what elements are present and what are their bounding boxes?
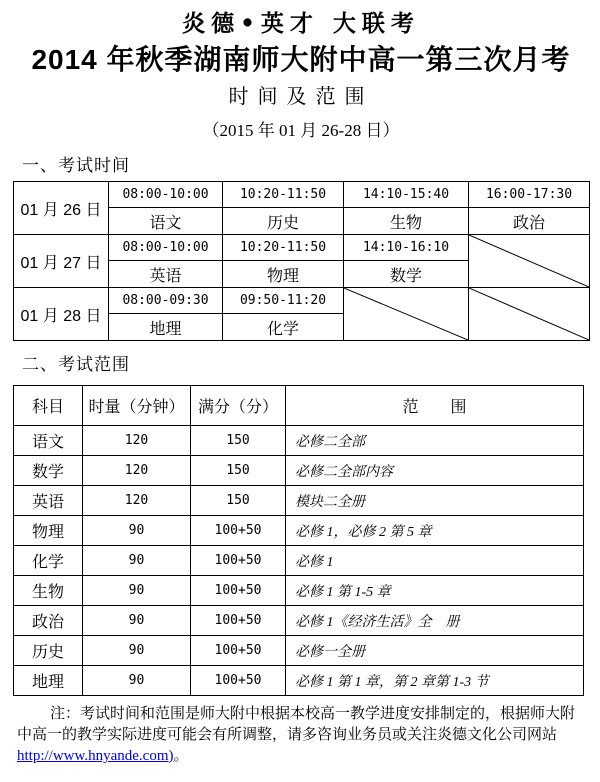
subject-cell: 政治 xyxy=(14,606,83,636)
column-header-subject: 科目 xyxy=(14,386,83,426)
table-row xyxy=(14,182,590,208)
full-score-cell: 100+50 xyxy=(191,636,286,666)
subject-cell: 化学 xyxy=(223,314,344,341)
note-period: 。 xyxy=(173,748,189,764)
duration-cell: 90 xyxy=(83,576,191,606)
duration-cell: 90 xyxy=(83,606,191,636)
date-cell: 01 月 27 日 xyxy=(14,235,109,288)
footnote-link-line xyxy=(17,745,589,767)
duration-cell: 120 xyxy=(83,426,191,456)
time-cell: 09:50-11:20 xyxy=(223,288,344,314)
table-row xyxy=(14,426,584,456)
time-cell: 08:00-10:00 xyxy=(109,235,223,261)
subject-cell: 历史 xyxy=(14,636,83,666)
footnote-text: 注：考试时间和范围是师大附中根据本校高一教学进度安排制定的，根据师大附中高一的教学实际进度可能会有所调整，请多咨询业务员或关注炎德文化公司网站 xyxy=(17,705,576,743)
section-heading-exam-time: 一、考试时间 xyxy=(22,156,130,175)
subject-cell: 地理 xyxy=(109,314,223,341)
section-heading-exam-scope: 二、考试范围 xyxy=(22,355,130,374)
page-title: 2014 年秋季湖南师大附中高一第三次月考 xyxy=(31,44,571,75)
diagonal-strike-icon xyxy=(469,235,589,287)
time-cell: 10:20-11:50 xyxy=(223,182,344,208)
duration-cell: 90 xyxy=(83,516,191,546)
scope-cell: 必修 1 第 1 章，第 2 章第 1-3 节 xyxy=(286,666,584,696)
website-link-wrap xyxy=(17,748,174,764)
duration-cell: 120 xyxy=(83,456,191,486)
time-cell: 14:10-15:40 xyxy=(344,182,469,208)
exam-time-table xyxy=(13,181,590,341)
table-row xyxy=(14,666,584,696)
table-row xyxy=(14,486,584,516)
empty-cell-diagonal xyxy=(469,235,590,288)
table-row xyxy=(14,235,590,261)
table-row xyxy=(14,288,590,314)
subject-cell: 政治 xyxy=(469,208,590,235)
page-subtitle: 时间及范围 xyxy=(228,84,374,108)
full-score-cell: 100+50 xyxy=(191,666,286,696)
subject-cell: 语文 xyxy=(109,208,223,235)
duration-cell: 90 xyxy=(83,666,191,696)
date-cell: 01 月 28 日 xyxy=(14,288,109,341)
table-row xyxy=(14,606,584,636)
column-header-scope: 范 围 xyxy=(286,386,584,426)
empty-cell-diagonal xyxy=(469,288,590,341)
subject-cell: 英语 xyxy=(109,261,223,288)
scope-cell: 必修二全部内容 xyxy=(286,456,584,486)
full-score-cell: 100+50 xyxy=(191,546,286,576)
subject-cell: 生物 xyxy=(14,576,83,606)
subject-cell: 物理 xyxy=(14,516,83,546)
column-header-full-score: 满分（分） xyxy=(191,386,286,426)
empty-cell-diagonal xyxy=(344,288,469,341)
brand-title: 炎德•英才 大联考 xyxy=(182,10,420,37)
full-score-cell: 100+50 xyxy=(191,516,286,546)
column-header-duration: 时量（分钟） xyxy=(83,386,191,426)
table-row xyxy=(14,456,584,486)
diagonal-strike-icon xyxy=(344,288,468,340)
subject-cell: 英语 xyxy=(14,486,83,516)
full-score-cell: 150 xyxy=(191,426,286,456)
table-row xyxy=(14,636,584,666)
website-link[interactable]: http://www.hnyande.com xyxy=(17,748,169,764)
subject-cell: 语文 xyxy=(14,426,83,456)
time-cell: 08:00-09:30 xyxy=(109,288,223,314)
full-score-cell: 100+50 xyxy=(191,576,286,606)
duration-cell: 90 xyxy=(83,546,191,576)
table-row xyxy=(14,546,584,576)
full-score-cell: 100+50 xyxy=(191,606,286,636)
table-row xyxy=(14,576,584,606)
diagonal-strike-icon xyxy=(469,288,589,340)
duration-cell: 120 xyxy=(83,486,191,516)
subject-cell: 物理 xyxy=(223,261,344,288)
subject-cell: 生物 xyxy=(344,208,469,235)
subject-cell: 地理 xyxy=(14,666,83,696)
table-header-row xyxy=(14,386,584,426)
duration-cell: 90 xyxy=(83,636,191,666)
scope-cell: 必修 1 xyxy=(286,546,584,576)
full-score-cell: 150 xyxy=(191,456,286,486)
subject-cell: 数学 xyxy=(14,456,83,486)
time-cell: 16:00-17:30 xyxy=(469,182,590,208)
date-cell: 01 月 26 日 xyxy=(14,182,109,235)
time-cell: 08:00-10:00 xyxy=(109,182,223,208)
subject-cell: 化学 xyxy=(14,546,83,576)
link-closing-paren: ) xyxy=(168,748,174,764)
scope-cell: 必修 1 第 1-5 章 xyxy=(286,576,584,606)
scope-cell: 必修二全部 xyxy=(286,426,584,456)
scope-cell: 必修一全册 xyxy=(286,636,584,666)
full-score-cell: 150 xyxy=(191,486,286,516)
subject-cell: 历史 xyxy=(223,208,344,235)
time-cell: 10:20-11:50 xyxy=(223,235,344,261)
scope-cell: 必修 1《经济生活》全 册 xyxy=(286,606,584,636)
scope-cell: 模块二全册 xyxy=(286,486,584,516)
subject-cell: 数学 xyxy=(344,261,469,288)
exam-scope-table xyxy=(13,385,584,696)
time-cell: 14:10-16:10 xyxy=(344,235,469,261)
exam-date-range: （2015 年 01 月 26-28 日） xyxy=(202,121,400,140)
scope-cell: 必修 1，必修 2 第 5 章 xyxy=(286,516,584,546)
table-row xyxy=(14,516,584,546)
